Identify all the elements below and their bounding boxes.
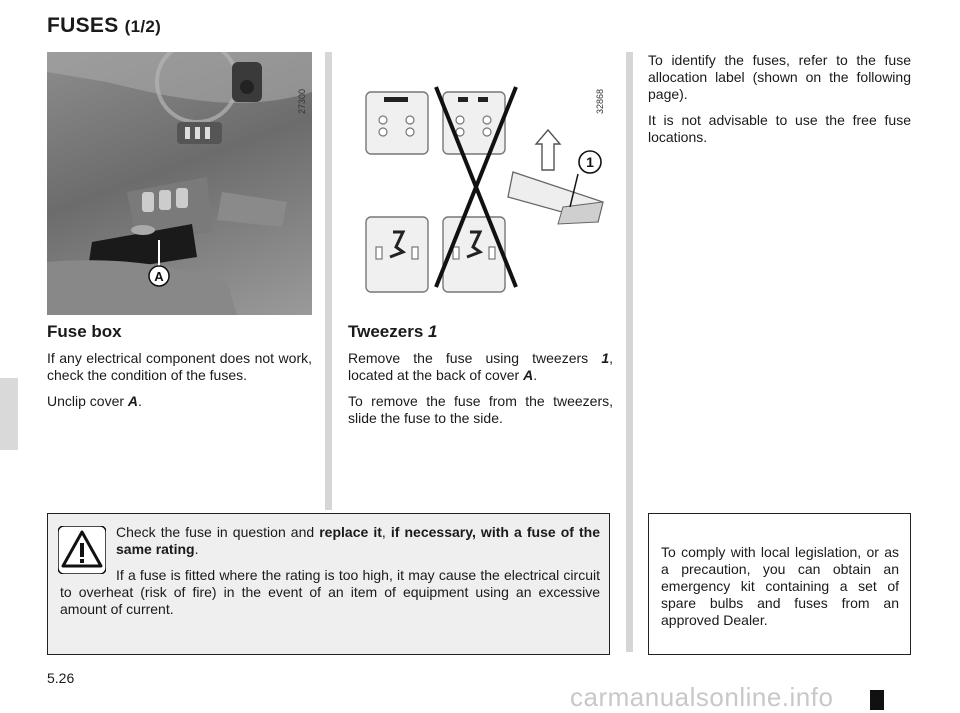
page-title-part: (1/2) xyxy=(124,17,162,36)
text-span: . xyxy=(533,367,538,383)
text-span: Check the fuse in question and xyxy=(116,524,320,540)
column-divider xyxy=(325,52,332,510)
tweezers-illustration xyxy=(348,52,613,315)
warning-emphasis: replace it xyxy=(319,524,382,540)
warning-paragraph-1 xyxy=(60,524,600,558)
cover-reference: A xyxy=(523,367,534,383)
warning-box xyxy=(47,513,610,655)
fuse-box-paragraph-1: If any electrical component does not work, check the condition of the fuses. xyxy=(47,350,312,383)
text-span: . xyxy=(138,393,142,409)
fuse-box-photo xyxy=(47,52,312,315)
text-span: , xyxy=(381,524,391,540)
text-span: . xyxy=(194,541,199,557)
fuse-box-paragraph-2 xyxy=(47,393,312,410)
text-span: Remove the fuse using tweezers xyxy=(348,350,602,366)
fuse-box-text xyxy=(47,350,312,410)
cover-reference: A xyxy=(127,393,139,409)
tweezers-paragraph-1 xyxy=(348,350,613,384)
tweezers-paragraph-2: To remove the fuse from the tweezers, slide the fuse to the side. xyxy=(348,393,613,426)
chapter-tab xyxy=(0,378,18,450)
warning-emphasis: if necessary, with a fuse of the same rating xyxy=(116,524,600,557)
tweezers-heading-ref: 1 xyxy=(428,322,438,341)
fuse-box-section xyxy=(47,322,312,419)
tweezers-text xyxy=(348,350,613,427)
column-divider xyxy=(626,52,633,652)
tweezers-heading xyxy=(348,322,613,342)
page-corner-marker xyxy=(870,690,884,710)
note-box xyxy=(648,513,911,655)
identification-text xyxy=(648,52,911,155)
page-number: 5.26 xyxy=(47,670,75,686)
text-span: Unclip cover xyxy=(47,393,128,409)
identification-paragraph-1: To identify the fuses, refer to the fuse allocation label (shown on the following page). xyxy=(648,52,911,102)
warning-paragraph-2: If a fuse is fitted where the rating is too high, it may cause the electrical circuit to overheat (risk of fire) in the event of an item of equipment using an excessive amount of current. xyxy=(60,567,600,617)
photo-reference-number: 27300 xyxy=(297,88,307,114)
fuse-box-photo-drawing xyxy=(47,52,312,315)
identification-paragraph-2: It is not advisable to use the free fuse locations. xyxy=(648,112,911,145)
watermark: carmanualsonline.info xyxy=(570,682,834,712)
warning-text xyxy=(60,524,600,627)
illustration-reference-number: 32868 xyxy=(595,88,605,114)
text-span: , located at the back of cover xyxy=(348,350,613,383)
tweezers-heading-text: Tweezers xyxy=(348,322,429,341)
page-title xyxy=(47,14,161,38)
fuse-box-heading: Fuse box xyxy=(47,322,122,341)
tweezers-reference: 1 xyxy=(601,350,610,366)
tweezers-section xyxy=(348,322,613,436)
page-title-text: FUSES xyxy=(47,14,119,37)
callout-a-label: A xyxy=(154,269,164,284)
callout-1-label: 1 xyxy=(586,154,594,170)
tweezers-illustration-drawing xyxy=(348,52,613,315)
note-text: To comply with local legislation, or as a precaution, you can obtain an emergency kit containing a set of spare bulbs and fuses from an approved Dealer. xyxy=(661,544,899,628)
